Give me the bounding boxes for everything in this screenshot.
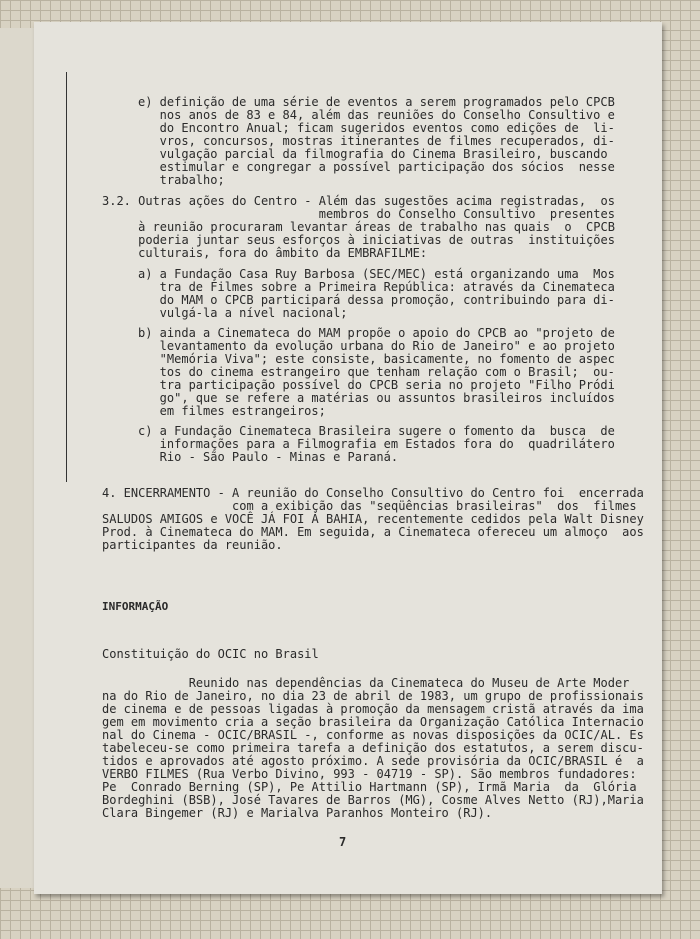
- section-4-line: com a exibição das "seqüências brasileiras" dos filmes: [102, 499, 637, 513]
- ocic-paragraph-line: tidos e aprovados até agosto próximo. A sede provisória da OCIC/BRASIL é a: [102, 754, 644, 768]
- section-c-line: informações para a Filmografia em Estados fora do quadrilátero: [138, 437, 615, 451]
- section-b-line: levantamento da evolução urbana do Rio de Janeiro" e ao projeto: [138, 339, 615, 353]
- section-a-line: a) a Fundação Casa Ruy Barbosa (SEC/MEC) está organizando uma Mos: [138, 267, 615, 281]
- page-number: 7: [339, 835, 347, 849]
- section-32-line: culturais, fora do âmbito da EMBRAFILME:: [102, 246, 428, 260]
- section-e-line: trabalho;: [138, 173, 225, 187]
- section-4-line: SALUDOS AMIGOS e VOCÊ JÁ FOI À BAHIA, recentemente cedidos pela Walt Disney: [102, 512, 644, 526]
- section-e-line: estimular e congregar a possível participação dos sócios nesse: [138, 160, 615, 174]
- section-32-line: poderia juntar seus esforços à iniciativas de outras instituições: [102, 233, 615, 247]
- section-4-line: Prod. à Cinemateca do MAM. Em seguida, a Cinemateca ofereceu um almoço aos: [102, 525, 644, 539]
- ocic-paragraph-line: de cinema e de pessoas ligadas à promoção da mensagem cristã através da ima: [102, 702, 644, 716]
- ocic-paragraph-line: gem em movimento cria a seção brasileira da Organização Católica Internacio: [102, 715, 644, 729]
- section-a-line: vulgá-la a nível nacional;: [138, 306, 348, 320]
- ocic-paragraph-line: Pe Conrado Berning (SP), Pe Attilio Hartmann (SP), Irmã Maria da Glória: [102, 780, 637, 794]
- section-a-line: do MAM o CPCB participará dessa promoção, contribuindo para di-: [138, 293, 615, 307]
- section-c-line: Rio - São Paulo - Minas e Paraná.: [138, 450, 399, 464]
- section-b-line: b) ainda a Cinemateca do MAM propõe o apoio do CPCB ao "projeto de: [138, 326, 615, 340]
- section-b-line: go", que se refere a matérias ou assuntos brasileiros incluídos: [138, 391, 615, 405]
- section-e-line: vulgação parcial da filmografia do Cinema Brasileiro, buscando: [138, 147, 608, 161]
- section-32-line: membros do Conselho Consultivo presentes: [102, 207, 615, 221]
- margin-bar: [66, 72, 67, 482]
- ocic-paragraph-line: Bordeghini (BSB), José Tavares de Barros (MG), Cosme Alves Netto (RJ),Maria: [102, 793, 644, 807]
- ocic-paragraph-line: VERBO FILMES (Rua Verbo Divino, 993 - 04719 - SP). São membros fundadores:: [102, 767, 637, 781]
- ocic-paragraph-line: Clara Bingemer (RJ) e Marialva Paranhos Monteiro (RJ).: [102, 806, 493, 820]
- section-b-line: tos do cinema estrangeiro que tenham relação com o Brasil; ou-: [138, 365, 615, 379]
- section-b-line: tra participação possível do CPCB seria no projeto "Filho Pródi: [138, 378, 615, 392]
- section-e-line: do Encontro Anual; ficam sugeridos eventos como edições de li-: [138, 121, 615, 135]
- section-e-line: e) definição de uma série de eventos a serem programados pelo CPCB: [138, 95, 615, 109]
- section-b-line: em filmes estrangeiros;: [138, 404, 326, 418]
- section-32-line: 3.2. Outras ações do Centro - Além das sugestões acima registradas, os: [102, 194, 615, 208]
- section-b-line: "Memória Viva"; este consiste, basicamente, no fomento de aspec: [138, 352, 615, 366]
- section-e-line: vros, concursos, mostras itinerantes de filmes recuperados, di-: [138, 134, 615, 148]
- section-4-line: 4. ENCERRAMENTO - A reunião do Conselho Consultivo do Centro foi encerrada: [102, 486, 644, 500]
- ocic-paragraph-line: Reunido nas dependências da Cinemateca do Museu de Arte Moder: [102, 676, 630, 690]
- subheading-ocic: Constituição do OCIC no Brasil: [102, 647, 319, 661]
- section-heading-informacao: INFORMAÇÃO: [102, 600, 169, 613]
- section-a-line: tra de Filmes sobre a Primeira República: através da Cinemateca: [138, 280, 615, 294]
- section-32-line: à reunião procuraram levantar áreas de trabalho nas quais o CPCB: [102, 220, 615, 234]
- section-c-line: c) a Fundação Cinemateca Brasileira sugere o fomento da busca de: [138, 424, 615, 438]
- section-e-line: nos anos de 83 e 84, além das reuniões do Conselho Consultivo e: [138, 108, 615, 122]
- ocic-paragraph-line: na do Rio de Janeiro, no dia 23 de abril de 1983, um grupo de profissionais: [102, 689, 644, 703]
- section-4-line: participantes da reunião.: [102, 538, 283, 552]
- ocic-paragraph-line: tabeleceu-se como primeira tarefa a definição dos estatutos, a serem discu-: [102, 741, 644, 755]
- ocic-paragraph-line: nal do Cinema - OCIC/BRASIL -, conforme as novas disposições da OCIC/AL. Es: [102, 728, 644, 742]
